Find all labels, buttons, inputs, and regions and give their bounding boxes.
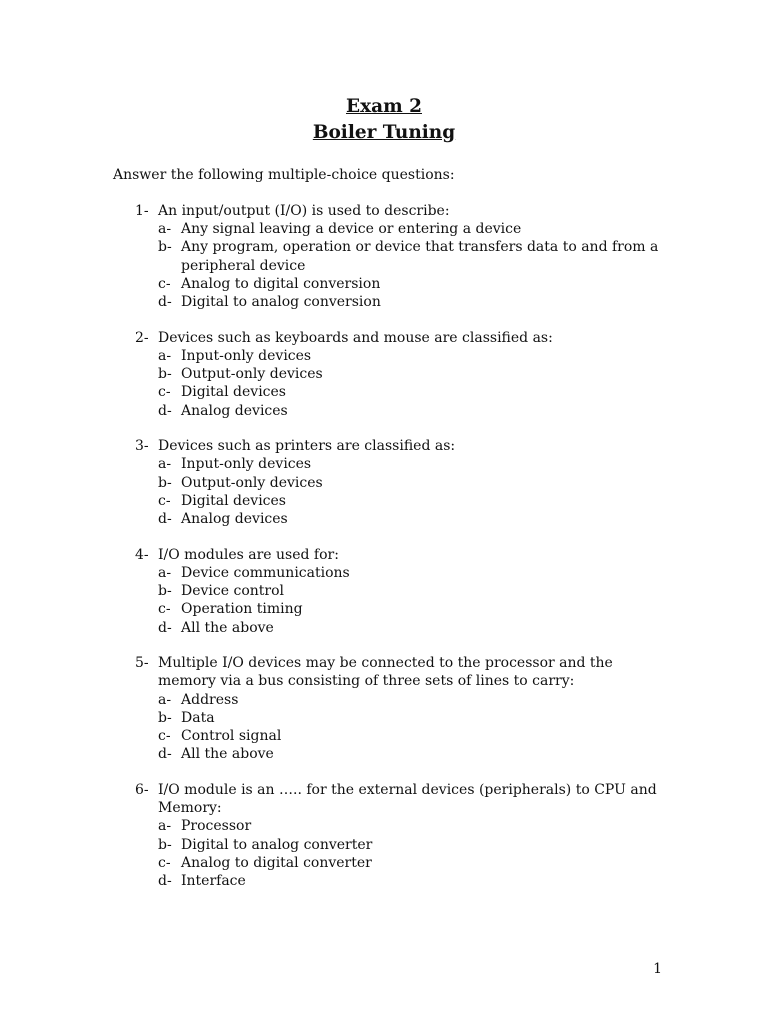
answer-option [158, 347, 665, 365]
option-text: Output-only devices [181, 474, 323, 491]
option-text: All the above [181, 619, 274, 636]
question-row [135, 202, 665, 220]
answer-option [158, 582, 665, 600]
exam-subtitle: Boiler Tuning [312, 122, 456, 143]
answer-option [158, 238, 665, 274]
question-item [135, 546, 665, 637]
question-number: 2- [135, 329, 149, 346]
question-row [135, 781, 665, 817]
option-text: Input-only devices [181, 347, 312, 364]
question-item [135, 437, 665, 528]
option-letter: a- [158, 818, 172, 835]
option-letter: c- [158, 384, 171, 401]
option-letter: c- [158, 492, 171, 509]
title-block [0, 94, 768, 146]
answer-option [158, 220, 665, 238]
question-number: 4- [135, 546, 149, 563]
option-letter: c- [158, 275, 171, 292]
option-text: Processor [181, 818, 252, 835]
question-text: Devices such as printers are classified as: [158, 438, 456, 455]
option-text: Digital to analog conversion [181, 294, 381, 311]
option-text: Address [181, 691, 239, 708]
question-number: 1- [135, 203, 149, 219]
question-row [135, 329, 665, 347]
answer-option [158, 745, 665, 763]
option-letter: d- [158, 873, 172, 889]
answer-option [158, 474, 665, 492]
option-text: Analog to digital converter [181, 854, 372, 871]
answer-option [158, 709, 665, 727]
question-number: 3- [135, 438, 149, 455]
page-number: 1 [653, 961, 662, 977]
question-item [135, 202, 665, 311]
option-text: Digital devices [181, 492, 286, 509]
option-text: Analog to digital conversion [181, 275, 381, 292]
option-text: Interface [181, 873, 246, 889]
answer-option [158, 727, 665, 745]
answer-option [158, 293, 665, 311]
option-letter: b- [158, 709, 172, 726]
option-letter: c- [158, 854, 171, 871]
option-letter: b- [158, 583, 172, 600]
option-letter: a- [158, 221, 172, 238]
answer-option [158, 383, 665, 401]
question-item [135, 654, 665, 763]
option-letter: c- [158, 728, 171, 745]
option-text: Analog devices [181, 402, 288, 419]
option-text: Device control [181, 583, 284, 600]
option-letter: d- [158, 746, 172, 763]
answer-option [158, 365, 665, 383]
answer-option [158, 492, 665, 510]
option-text: Any signal leaving a device or entering a device [181, 221, 522, 238]
question-row [135, 654, 665, 690]
exam-title: Exam 2 [345, 96, 422, 117]
answer-option [158, 564, 665, 582]
answer-option [158, 455, 665, 473]
instructions-text: Answer the following multiple-choice questions: [113, 167, 455, 183]
option-text: Digital devices [181, 384, 286, 401]
answer-option [158, 817, 665, 835]
option-letter: b- [158, 239, 172, 256]
option-text: All the above [181, 746, 274, 763]
question-text: Devices such as keyboards and mouse are classified as: [158, 329, 553, 346]
option-text: Device communications [181, 564, 350, 581]
option-list [135, 347, 665, 420]
option-letter: a- [158, 564, 172, 581]
answer-option [158, 275, 665, 293]
option-text: Output-only devices [181, 366, 323, 383]
question-number: 6- [135, 781, 149, 798]
question-text: I/O module is an ….. for the external devices (peripherals) to CPU and Memory: [158, 781, 657, 817]
option-letter: b- [158, 366, 172, 383]
option-text: Digital to analog converter [181, 836, 373, 853]
answer-option [158, 402, 665, 420]
question-list [135, 202, 665, 908]
option-text: Input-only devices [181, 456, 312, 473]
question-text: An input/output (I/O) is used to describe: [158, 203, 450, 219]
answer-option [158, 836, 665, 854]
option-text: Data [181, 709, 215, 726]
option-list [135, 564, 665, 637]
option-letter: d- [158, 619, 172, 636]
option-list [135, 691, 665, 764]
question-number: 5- [135, 655, 149, 672]
option-letter: d- [158, 294, 172, 311]
answer-option [158, 619, 665, 637]
option-text: Control signal [181, 728, 282, 745]
answer-option [158, 854, 665, 872]
option-list [135, 817, 665, 890]
question-item [135, 781, 665, 890]
answer-option [158, 510, 665, 528]
question-item [135, 329, 665, 420]
answer-option [158, 691, 665, 709]
option-letter: c- [158, 601, 171, 618]
question-row [135, 546, 665, 564]
option-letter: d- [158, 511, 172, 528]
option-letter: a- [158, 456, 172, 473]
option-text: Operation timing [181, 601, 303, 618]
question-row [135, 437, 665, 455]
option-text: Any program, operation or device that transfers data to and from a peripheral device [181, 239, 659, 274]
option-list [135, 220, 665, 311]
question-text: Multiple I/O devices may be connected to the processor and the memory via a bus consisting of three sets of lines to carry: [158, 655, 613, 690]
option-list [135, 455, 665, 528]
option-letter: b- [158, 474, 172, 491]
option-letter: a- [158, 691, 172, 708]
question-text: I/O modules are used for: [158, 546, 339, 563]
answer-option [158, 872, 665, 890]
option-letter: b- [158, 836, 172, 853]
option-letter: d- [158, 402, 172, 419]
option-letter: a- [158, 347, 172, 364]
answer-option [158, 600, 665, 618]
option-text: Analog devices [181, 511, 288, 528]
